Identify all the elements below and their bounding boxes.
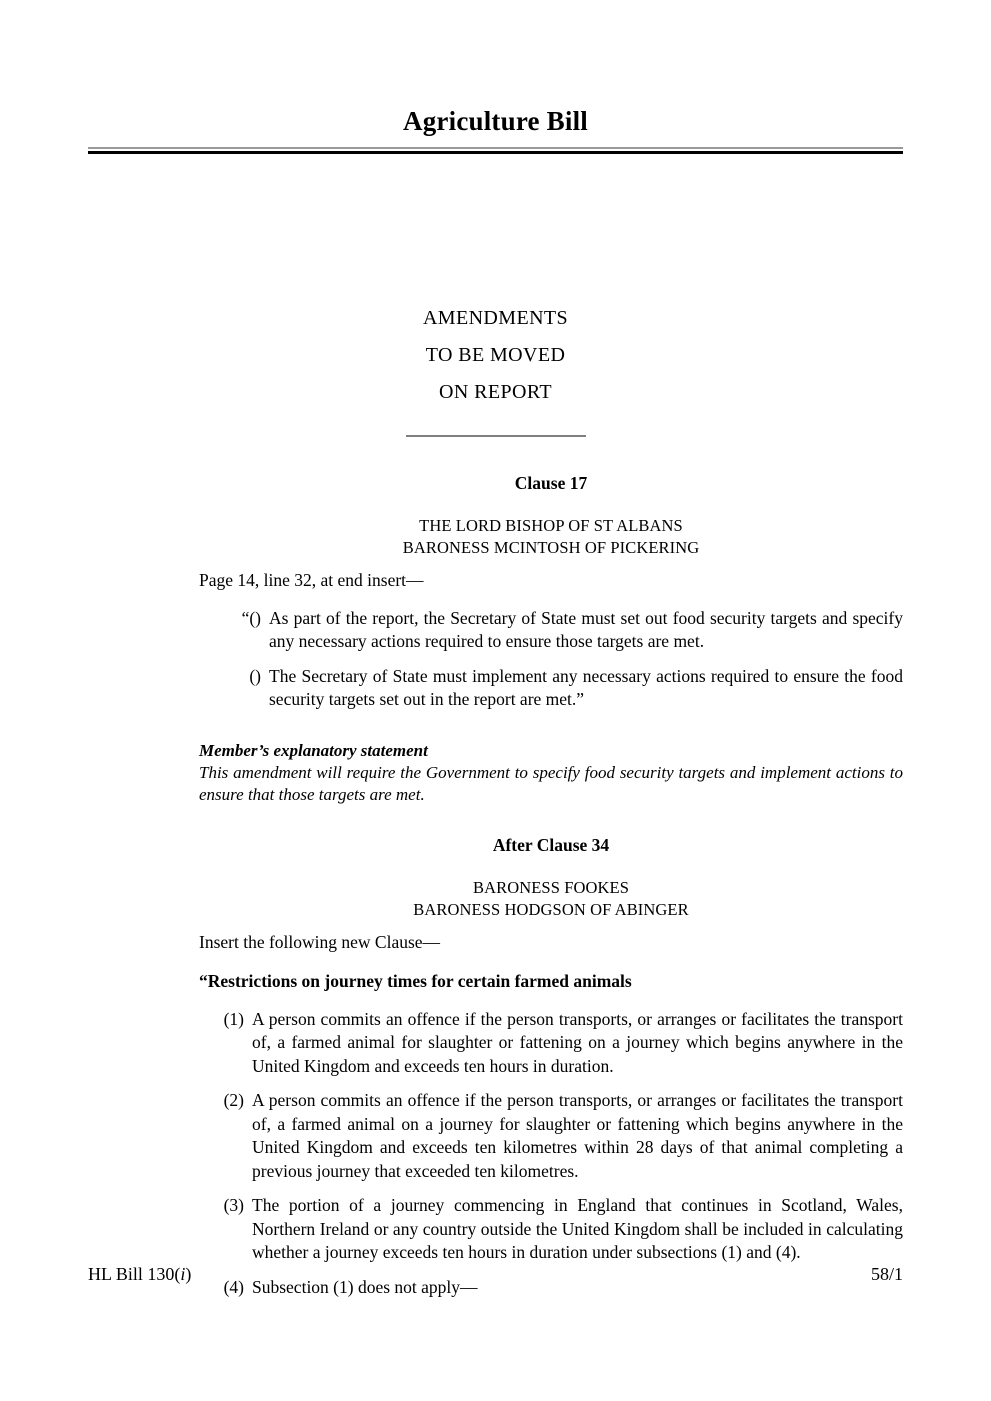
heading-short-divider	[88, 435, 903, 437]
spacer	[199, 921, 903, 931]
subsection-marker: (1)	[223, 1008, 244, 1029]
new-clause-subsection-list	[199, 1008, 903, 1300]
paragraph-text: As part of the report, the Secretary of State must set out food security targets and specify any necessary actions required to ensure those targets are met.	[269, 607, 903, 651]
title-divider	[88, 147, 903, 154]
document-body	[199, 472, 903, 1299]
bill-number-suffix: )	[185, 1264, 192, 1284]
heading-line-on-report: ON REPORT	[439, 381, 552, 403]
subsection-item	[199, 1194, 903, 1265]
paragraph-text: The Secretary of State must implement any necessary actions required to ensure the food security targets set out in the report are met.”	[269, 665, 903, 709]
subsection-item	[199, 1089, 903, 1183]
section-after-clause-34	[199, 834, 903, 1300]
clause-heading-after-34: After Clause 34	[492, 834, 610, 855]
heading-line-amendments: AMENDMENTS	[422, 307, 569, 329]
section-clause-17	[199, 472, 903, 806]
subsection-marker: (4)	[223, 1276, 244, 1297]
spacer	[199, 495, 903, 515]
spacer	[199, 954, 903, 970]
sponsor-name: BARONESS FOOKES	[473, 877, 629, 897]
amendments-heading-block	[88, 300, 903, 437]
quoted-amendment-block	[216, 607, 903, 712]
divider-thin-rule	[88, 147, 903, 149]
explanatory-statement-body: This amendment will require the Government to specify food security targets and implement actions to ensure that those targets are met.	[199, 762, 903, 804]
clause-heading-17: Clause 17	[514, 473, 588, 493]
page-footer	[88, 1262, 903, 1286]
sponsor-list-clause-17	[199, 515, 903, 559]
subsection-text: Subsection (1) does not apply—	[252, 1276, 478, 1297]
new-clause-instruction: Insert the following new Clause—	[199, 931, 441, 952]
subsection-text: A person commits an offence if the person transports, or arranges or facilitates the transport of, a farmed animal on a journey for slaughter or fattening which begins anywhere in the United Kingdom and exceeds ten kilometres within 28 days of that animal completing a previous journey that exceeded ten kilometres.	[252, 1090, 903, 1181]
spacer	[199, 857, 903, 877]
subsection-text: A person commits an offence if the person transports, or arranges or facilitates the transport of, a farmed animal for slaughter or fattening on a journey which begins anywhere in the United Kingdom and exceeds ten hours in duration.	[252, 1008, 903, 1076]
spacer	[199, 712, 903, 740]
paragraph-marker: ()	[249, 665, 261, 686]
explanatory-statement-title: Member’s explanatory statement	[199, 740, 428, 760]
amendment-paragraph	[216, 607, 903, 654]
bill-number-italic-part: i	[180, 1264, 186, 1284]
sponsor-name: BARONESS HODGSON OF ABINGER	[413, 899, 689, 919]
spacer	[199, 559, 903, 569]
divider-thick-rule	[88, 151, 903, 154]
amendment-paragraph	[216, 665, 903, 712]
new-clause-title: “Restrictions on journey times for certain farmed animals	[199, 971, 632, 991]
sponsor-list-after-clause-34	[199, 877, 903, 921]
bill-number-prefix: HL Bill 130(	[88, 1264, 181, 1284]
masthead	[88, 104, 903, 154]
subsection-marker: (3)	[223, 1195, 244, 1215]
subsection-marker: (2)	[223, 1090, 244, 1110]
spacer	[199, 806, 903, 834]
spacer	[199, 994, 903, 1008]
short-rule	[406, 435, 586, 437]
subsection-text: The portion of a journey commencing in England that continues in Scotland, Wales, Northern Ireland or any country outside the United Kingdom shall be included in calculating whether a journey exceeds ten hours in duration under subsections (1) and (4).	[252, 1195, 903, 1262]
subsection-item	[199, 1008, 903, 1079]
sponsor-name: BARONESS MCINTOSH OF PICKERING	[402, 538, 700, 557]
amendment-instruction: Page 14, line 32, at end insert—	[199, 570, 424, 590]
sponsor-name: THE LORD BISHOP OF ST ALBANS	[419, 516, 683, 535]
heading-line-to-be-moved: TO BE MOVED	[425, 344, 566, 366]
bill-number	[88, 1262, 191, 1286]
page-title: Agriculture Bill	[403, 106, 588, 136]
paragraph-marker: “()	[241, 607, 261, 628]
amendment-paragraph-list	[216, 607, 903, 712]
page-reference: 58/1	[870, 1264, 903, 1284]
